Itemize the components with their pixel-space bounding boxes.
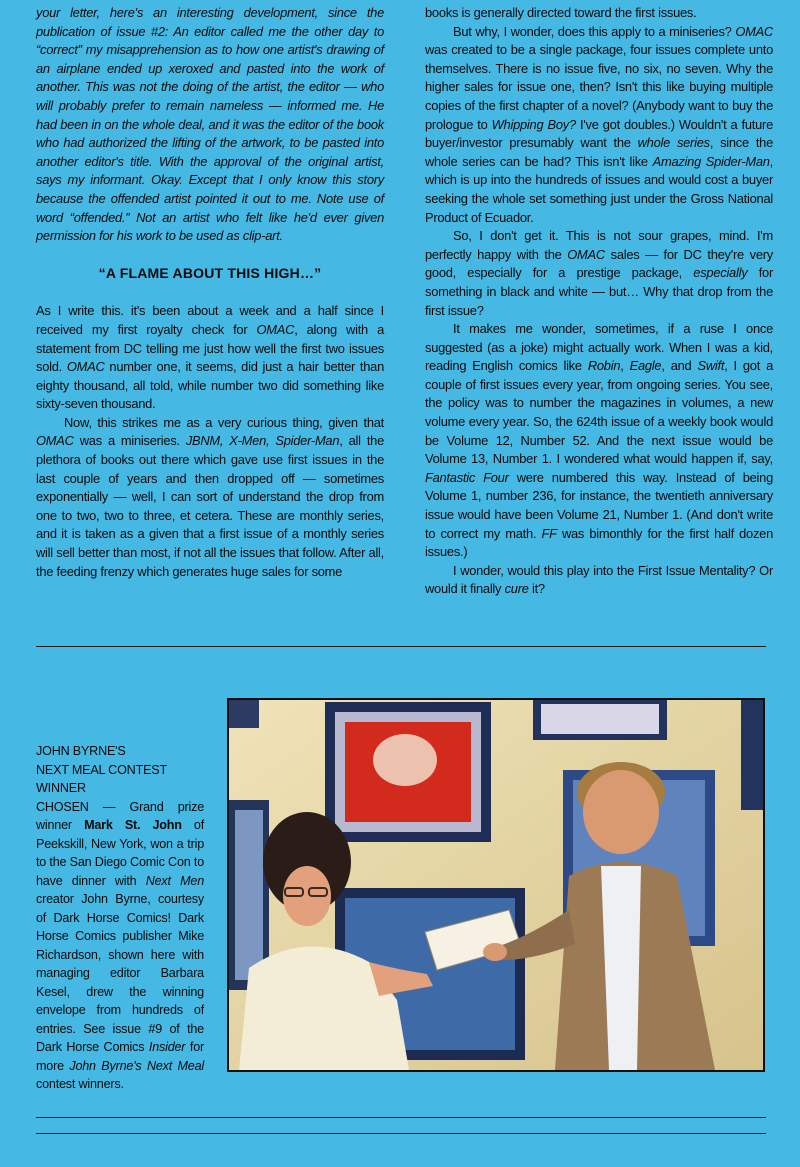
emphasis: whole series xyxy=(637,135,710,151)
text-run: contest winners. xyxy=(36,1077,124,1091)
artwork xyxy=(235,810,263,980)
next-meal-title: John Byrne's Next Meal xyxy=(69,1058,204,1073)
text-run: But why, I wonder, does this apply to a miniseries? xyxy=(453,23,736,39)
caption-heading-line: CHOSEN xyxy=(36,799,89,814)
text-run: was bimonthly for the first half dozen issues.) xyxy=(425,525,773,560)
emphasis: especially xyxy=(693,265,748,281)
omac-title: OMAC xyxy=(256,321,295,337)
eagle-title: Eagle xyxy=(629,358,662,374)
text-run: was created to be a single package, four issues complete unto themselves. There is no issue five, no six, no seven. Why the higher sales for issue one, then? Isn't this like buying multiple copies of the first chapter of a novel? (Anybody want to buy the prologue to xyxy=(425,42,773,132)
text-run: , I got a couple of first issues every year, from ongoing series. You see, the policy was to number the magazines in volumes, a new volume every year. So, the 624th issue of a weekly book would be Volume 12, Number 52. And the next issue would be Volume 13, Number 1. I wondered what would happen if, say, xyxy=(425,358,773,467)
text-run: , since the whole series can be had? This isn't like xyxy=(425,135,773,169)
contest-photo xyxy=(227,698,765,1072)
volume-numbering-paragraph xyxy=(425,320,773,562)
right-text-column xyxy=(425,4,773,599)
contest-photo-illustration xyxy=(229,700,763,1070)
man-hand xyxy=(483,943,507,961)
text-run: , all the plethora of books out there which gave use first issues in the last couple of years and then dropped off — sometimes exponentially — well, I can sort of understand the drop from one to two, two to three, et cetera. These are monthly series, and it is taken as a given that a first issue of a monthly series will sell better than most, if not all the issues that follow. After all, the feeding frenzy which generates huge sales for some xyxy=(36,433,384,579)
divider-rule xyxy=(36,1117,766,1118)
man-face xyxy=(583,770,659,854)
caption-heading-line: NEXT MEAL CONTEST WINNER xyxy=(36,762,167,795)
frame xyxy=(229,700,259,728)
artwork xyxy=(541,704,659,734)
continuation-paragraph: books is generally directed toward the first issues. xyxy=(425,5,697,20)
emphasis: cure xyxy=(504,581,529,597)
text-run: I wonder, would this play into the First Issue Mentality? Or would it finally xyxy=(425,562,773,597)
text-run: were numbered this way. Instead of being Volume 1, number 236, for instance, the twentieth anniversary issue would have been Volume 21, Number 1. (And don't write to correct my math. xyxy=(425,469,773,541)
poster-figure xyxy=(373,734,437,786)
editor-anecdote-paragraph: your letter, here's an interesting development, since the publication of issue #2: An editor called me the other day to “correct” my misapprehension as to how one artist's drawing of an airplane ended up xeroxed and pasted into the work of another. This was not the doing of the artist, the editor — who will probably prefer to remain nameless — informed me. He had been in on the whole deal, and it was the editor of the book who had authorized the lifting of the artwork, to be pasted into another editor's title. With the approval of the original artist, says my informant. Okay. Except that I only know this story because the offended artist pointed it out to me. Note use of word “offended.” Not an artist who felt like he'd ever given permission for his work to be used as clip-art. xyxy=(36,5,384,244)
text-run: , which is up into the hundreds of issues and would cost a buyer seeking the whole set something just under the Gross National Product of Ecuador. xyxy=(425,153,774,225)
comic-titles: JBNM, X-Men, Spider-Man xyxy=(185,433,340,449)
text-run: So, I don't get it. This is not sour grapes, mind. I'm perfectly happy with the xyxy=(425,228,773,262)
text-run: — Grand prize winner xyxy=(36,799,204,832)
text-run: number one, it seems, did just a hair better than eighty thousand, all told, while number two did something like sixty-seven thousand. xyxy=(36,359,384,412)
miniseries-paragraph xyxy=(36,414,384,581)
omac-title: OMAC xyxy=(66,359,105,375)
spider-man-title: Amazing Spider-Man xyxy=(652,153,770,169)
text-run: for more xyxy=(36,1040,204,1073)
caption-heading-line: JOHN BYRNE'S xyxy=(36,744,126,758)
winner-name: Mark St. John xyxy=(84,818,182,832)
text-run: of Peekskill, New York, won a trip to the San Diego Comic Con to have dinner with xyxy=(36,818,205,888)
text-run: I've got doubles.) Wouldn't a future buyer/investor presumably want the xyxy=(425,116,773,151)
royalty-paragraph xyxy=(36,302,384,414)
omac-title: OMAC xyxy=(735,23,773,39)
text-run: , along with a statement from DC telling me just how well the first two issues sold. xyxy=(36,321,384,375)
text-run: sales — for DC they're very good, especially for a prestige package, xyxy=(425,246,773,281)
frame xyxy=(741,700,763,810)
ff-title: FF xyxy=(541,525,557,541)
swift-title: Swift xyxy=(697,358,725,374)
text-run: creator John Byrne, courtesy of Dark Horse Comics! Dark Horse Comics publisher Mike Richardson, shown here with managing editor Barbara Kesel, drew the winning envelope from hundreds of entries. See issue #9 of the Dark Horse Comics xyxy=(36,892,204,1054)
text-run: , xyxy=(620,358,630,374)
photo-caption xyxy=(36,742,204,1094)
robin-title: Robin xyxy=(587,358,621,374)
insider-title: Insider xyxy=(148,1040,186,1054)
section-heading: “A FLAME ABOUT THIS HIGH…” xyxy=(98,264,322,281)
omac-title: OMAC xyxy=(36,433,74,449)
next-men-title: Next Men xyxy=(145,873,204,888)
left-text-column xyxy=(36,4,384,581)
sour-grapes-paragraph xyxy=(425,227,773,320)
omac-title: OMAC xyxy=(567,246,605,262)
text-run: , and xyxy=(661,358,698,374)
why-miniseries-paragraph xyxy=(425,23,773,228)
text-run: it? xyxy=(528,581,545,597)
whipping-boy-title: Whipping Boy? xyxy=(491,116,576,132)
text-run: for something in black and white — but… Why that drop from the first issue? xyxy=(425,265,773,318)
divider-rule xyxy=(36,646,766,647)
text-run: was a miniseries. xyxy=(73,433,186,449)
divider-rule xyxy=(36,1133,766,1134)
text-run: Now, this strikes me as a very curious thing, given that xyxy=(64,414,384,430)
closing-paragraph xyxy=(425,562,773,599)
text-run: As I write this. it's been about a week and a half since I received my first royalty check for xyxy=(36,303,384,337)
fantastic-four-title: Fantastic Four xyxy=(425,469,509,485)
text-run: It makes me wonder, sometimes, if a ruse I once suggested (as a joke) might actually work. When I was a kid, reading English comics like xyxy=(425,321,773,374)
